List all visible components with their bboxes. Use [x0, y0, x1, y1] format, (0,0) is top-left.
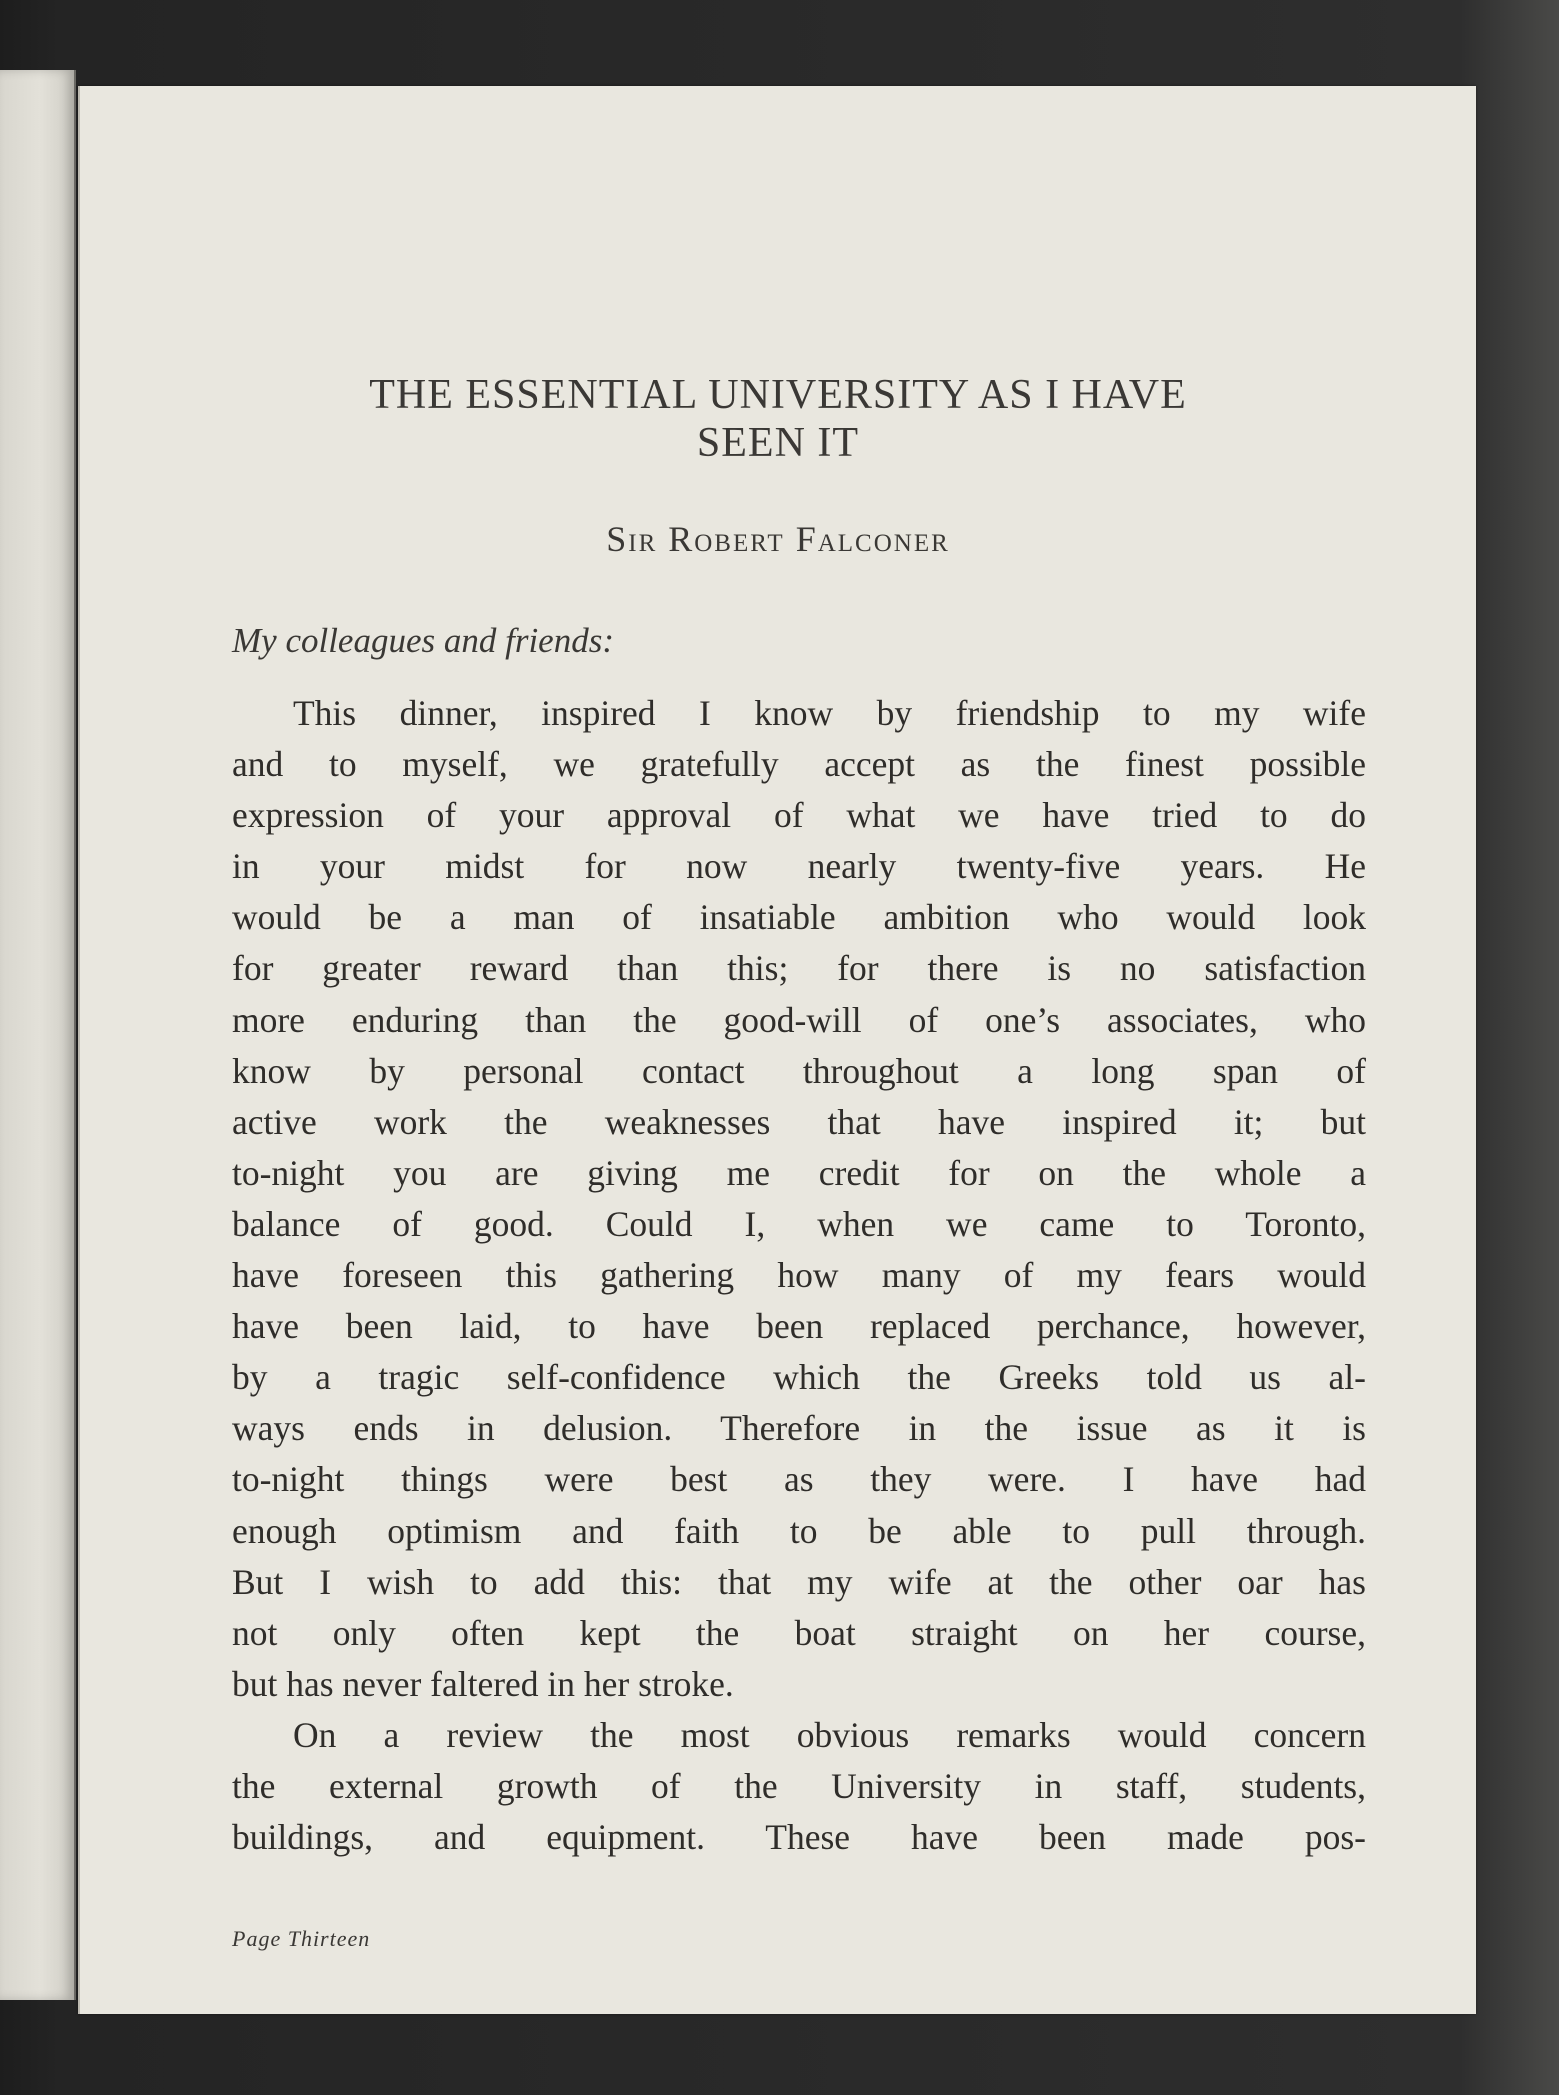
- text-line: active work the weaknesses that have inspired it; but: [232, 1101, 1366, 1142]
- previous-page-edge: [0, 70, 76, 2000]
- author-name: Sir Robert Falconer: [606, 519, 950, 559]
- text-line: for greater reward than this; for there is no satisfaction: [232, 948, 1366, 989]
- body-text: [232, 688, 1366, 1863]
- text-line: On a review the most obvious remarks would concern: [293, 1714, 1366, 1755]
- text-line: to-night things were best as they were. I have had: [232, 1459, 1366, 1500]
- text-line: have foreseen this gathering how many of my fears would: [232, 1255, 1366, 1296]
- page-title: [80, 371, 1476, 467]
- page-number-footer: Page Thirteen: [232, 1926, 371, 1951]
- text-line: would be a man of insatiable ambition who would look: [232, 897, 1366, 938]
- text-line: enough optimism and faith to be able to pull through.: [232, 1510, 1366, 1551]
- text-line: more enduring than the good-will of one’s associates, who: [232, 999, 1366, 1040]
- title-line-2: SEEN IT: [696, 420, 860, 466]
- text-line: in your midst for now nearly twenty-five years. He: [232, 846, 1366, 887]
- text-line: but has never faltered in her stroke.: [232, 1663, 734, 1704]
- text-line: have been laid, to have been replaced perchance, however,: [232, 1306, 1366, 1347]
- text-line: expression of your approval of what we have tried to do: [232, 795, 1366, 836]
- text-line: But I wish to add this: that my wife at the other oar has: [232, 1561, 1366, 1602]
- salutation: My colleagues and friends:: [232, 621, 614, 660]
- text-line: by a tragic self-confidence which the Greeks told us al-: [232, 1357, 1366, 1398]
- text-line: to-night you are giving me credit for on the whole a: [232, 1152, 1366, 1193]
- text-line: the external growth of the University in staff, students,: [232, 1765, 1366, 1806]
- text-line: ways ends in delusion. Therefore in the issue as it is: [232, 1408, 1366, 1449]
- text-line: balance of good. Could I, when we came to Toronto,: [232, 1203, 1366, 1244]
- book-page: [78, 86, 1476, 2014]
- title-line-1: THE ESSENTIAL UNIVERSITY AS I HAVE: [369, 372, 1187, 418]
- text-line: not only often kept the boat straight on her course,: [232, 1612, 1366, 1653]
- text-line: buildings, and equipment. These have been made pos-: [232, 1817, 1366, 1858]
- text-line: This dinner, inspired I know by friendship to my wife: [293, 693, 1366, 733]
- text-line: know by personal contact throughout a long span of: [232, 1050, 1366, 1091]
- text-line: and to myself, we gratefully accept as the finest possible: [232, 744, 1366, 785]
